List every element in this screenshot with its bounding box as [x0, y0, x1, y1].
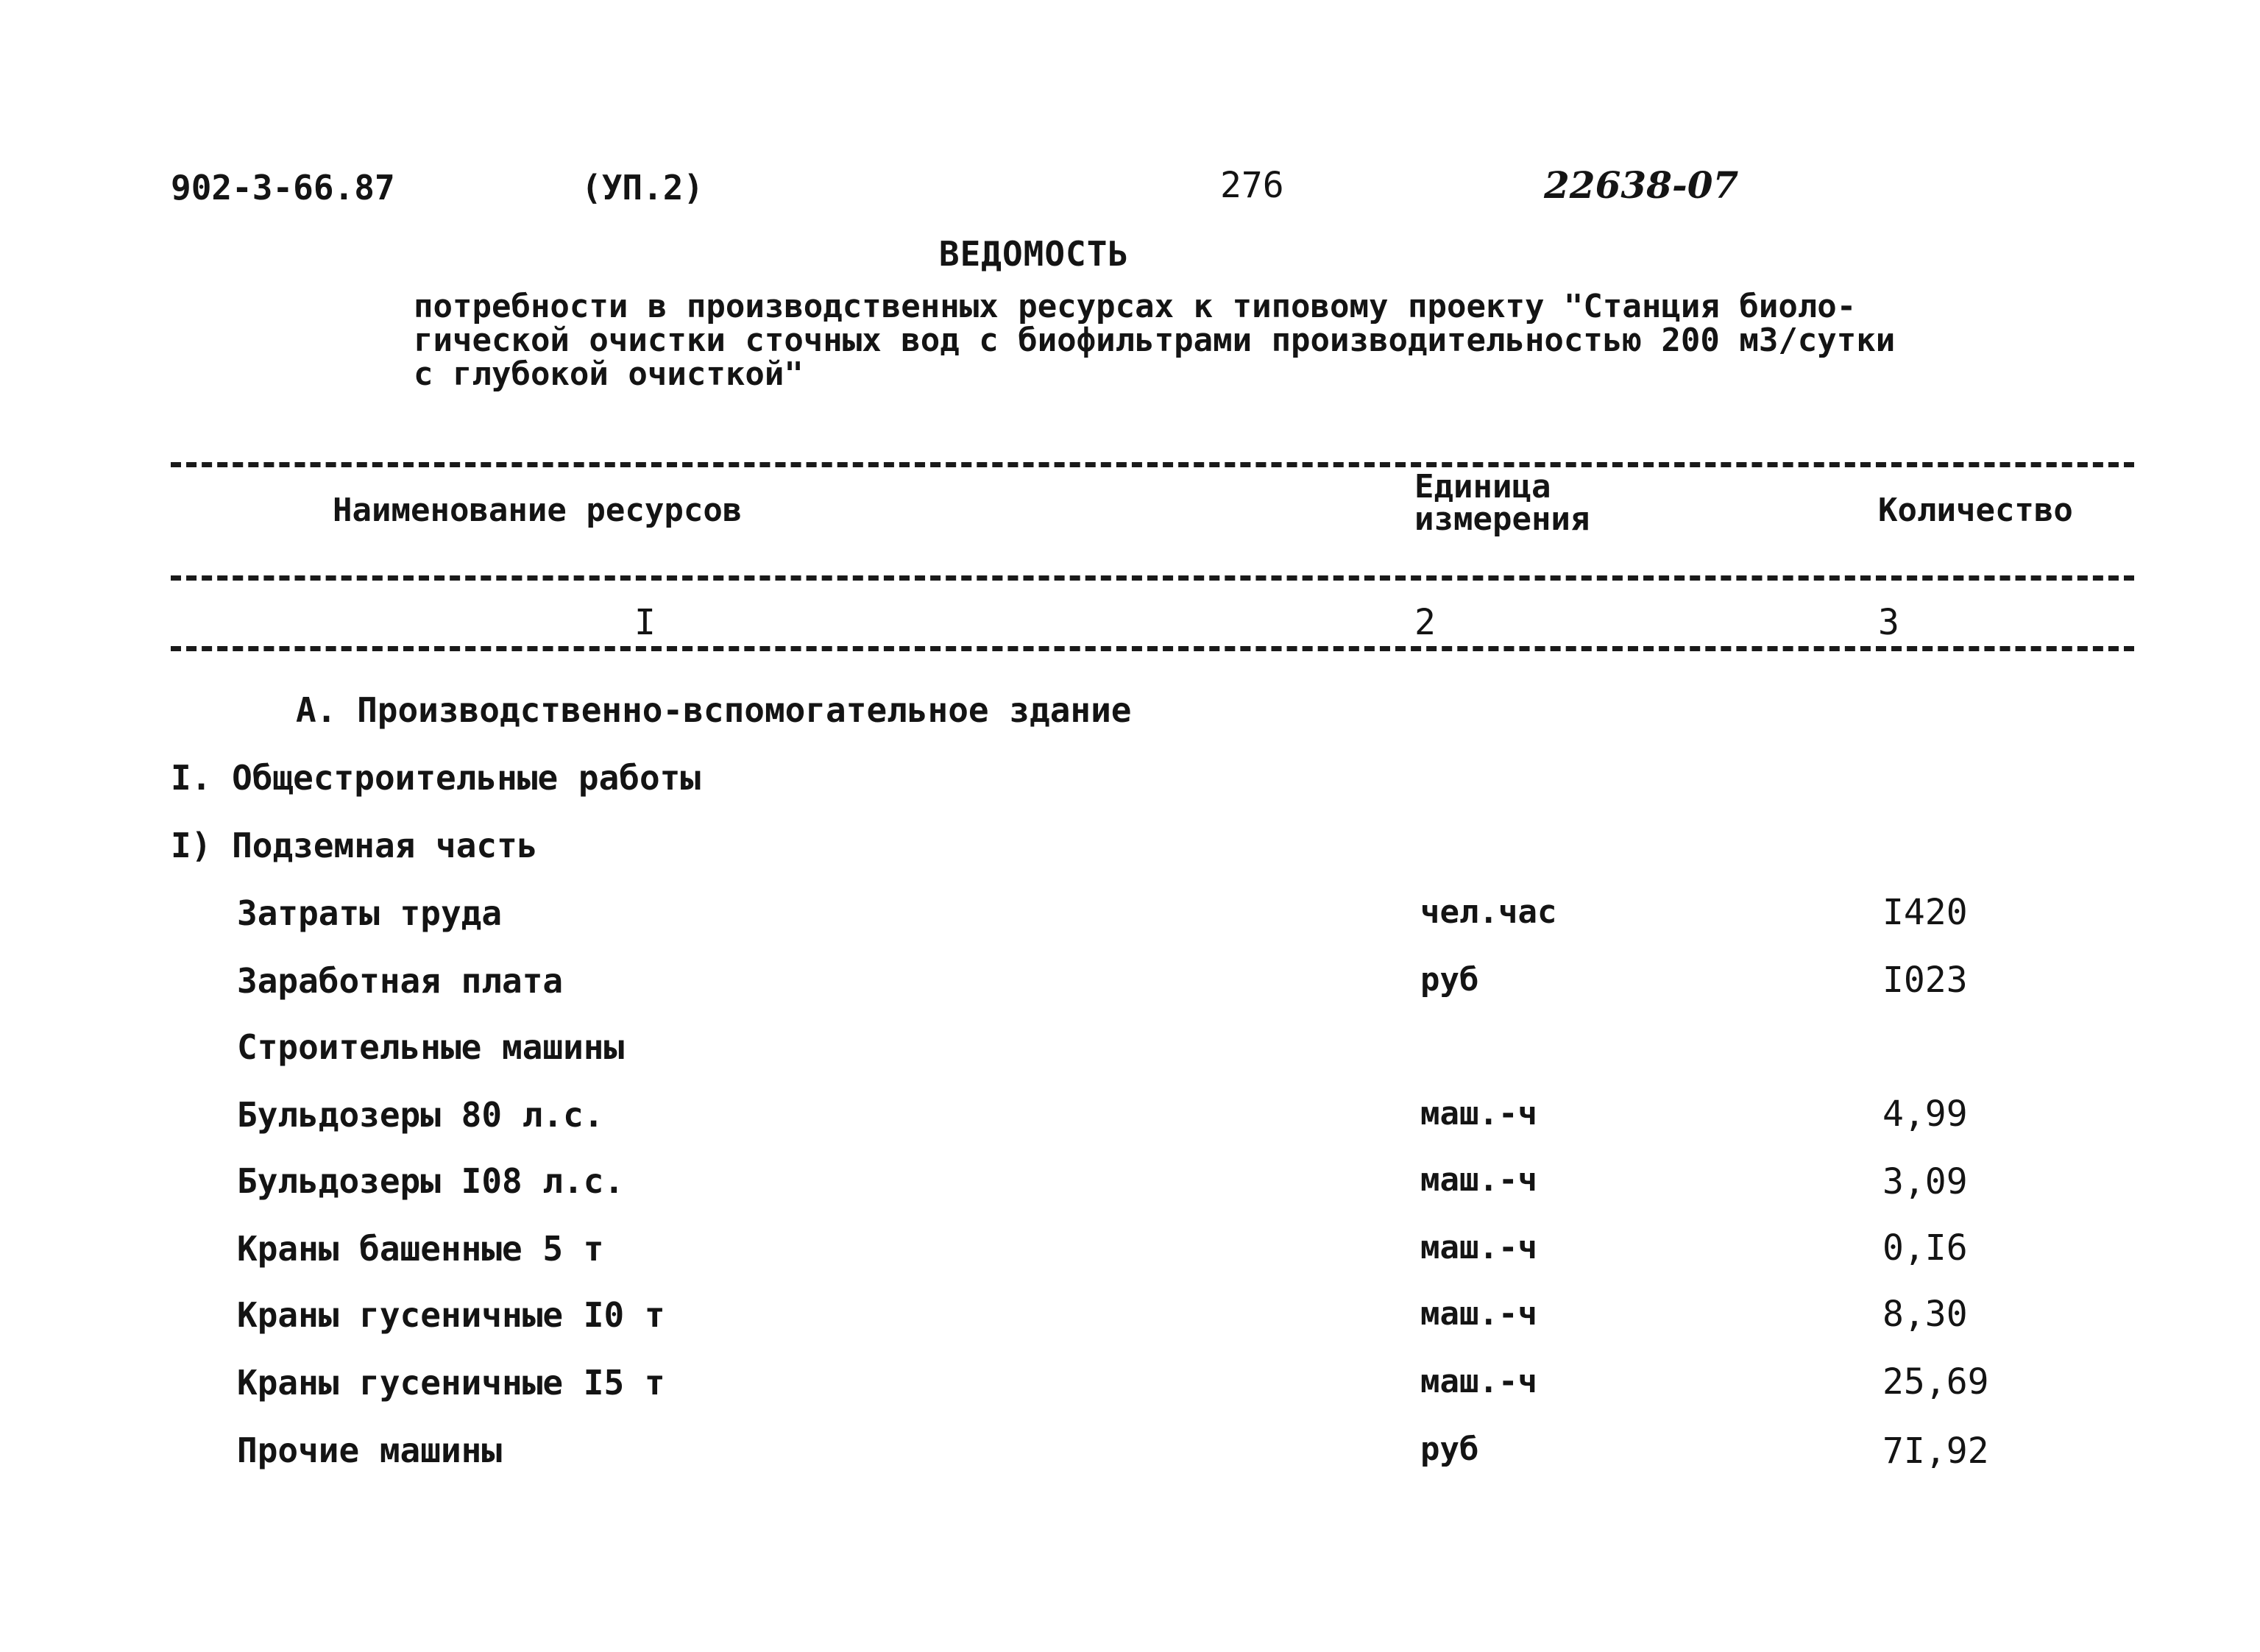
column-number: 3	[1878, 602, 1899, 643]
row-unit: руб	[1420, 1431, 1479, 1468]
row-unit: маш.-ч	[1420, 1363, 1537, 1400]
row-name: Строительные машины	[237, 1027, 625, 1067]
column-header-unit	[1414, 468, 1635, 538]
row-quantity: 3,09	[1882, 1161, 1968, 1202]
table-divider-middle	[171, 575, 2134, 581]
row-unit: руб	[1420, 961, 1479, 999]
row-quantity: 0,I6	[1882, 1227, 1968, 1269]
row-quantity: I420	[1882, 892, 1968, 933]
subtitle-line: гической очистки сточных вод с биофильтрами производительностью 200 м3/сутки	[414, 322, 1896, 359]
column-header-unit-line: измерения	[1414, 500, 1590, 538]
column-header-unit-line: Единица	[1414, 468, 1551, 506]
handwritten-number: 22638-07	[1544, 163, 1739, 207]
row-quantity: 8,30	[1882, 1294, 1968, 1335]
row-unit: маш.-ч	[1420, 1095, 1537, 1132]
column-number: I	[634, 602, 656, 643]
row-name: Бульдозеры 80 л.с.	[237, 1095, 604, 1135]
row-name: Краны гусеничные I5 т	[237, 1363, 665, 1403]
row-unit: маш.-ч	[1420, 1161, 1537, 1199]
subtitle-line: с глубокой очисткой"	[414, 355, 804, 393]
row-unit: чел.час	[1420, 893, 1557, 931]
row-name: Краны гусеничные I0 т	[237, 1295, 665, 1335]
row-name: Краны башенные 5 т	[237, 1229, 604, 1269]
row-quantity: 7I,92	[1882, 1431, 1989, 1472]
column-header-quantity: Количество	[1878, 492, 2073, 529]
page-subtitle	[414, 290, 2018, 391]
row-unit: маш.-ч	[1420, 1229, 1537, 1266]
page-number: 276	[1220, 165, 1284, 206]
row-quantity: 4,99	[1882, 1093, 1968, 1135]
row-name: Заработная плата	[237, 961, 564, 1001]
section-heading: А. Производственно-вспомогательное здание	[296, 690, 1132, 730]
table-divider-top	[171, 462, 2134, 467]
page-title: ВЕДОМОСТЬ	[938, 234, 1130, 274]
row-quantity: I023	[1882, 960, 1968, 1001]
table-divider-bottom	[171, 646, 2134, 651]
column-header-name: Наименование ресурсов	[333, 492, 743, 529]
row-name: Затраты труда	[237, 893, 503, 933]
row-name: Прочие машины	[237, 1431, 503, 1470]
row-quantity: 25,69	[1882, 1361, 1989, 1403]
row-name: Бульдозеры I08 л.с.	[237, 1161, 625, 1201]
document-code: 902-3-66.87	[171, 168, 395, 208]
row-unit: маш.-ч	[1420, 1295, 1537, 1333]
column-number: 2	[1414, 602, 1436, 643]
subsection-heading: I) Подземная часть	[171, 826, 538, 865]
subtitle-line: потребности в производственных ресурсах к типовому проекту "Станция биоло-	[414, 288, 1857, 325]
album-number: (УП.2)	[581, 168, 704, 208]
section-heading: I. Общестроительные работы	[171, 758, 701, 798]
